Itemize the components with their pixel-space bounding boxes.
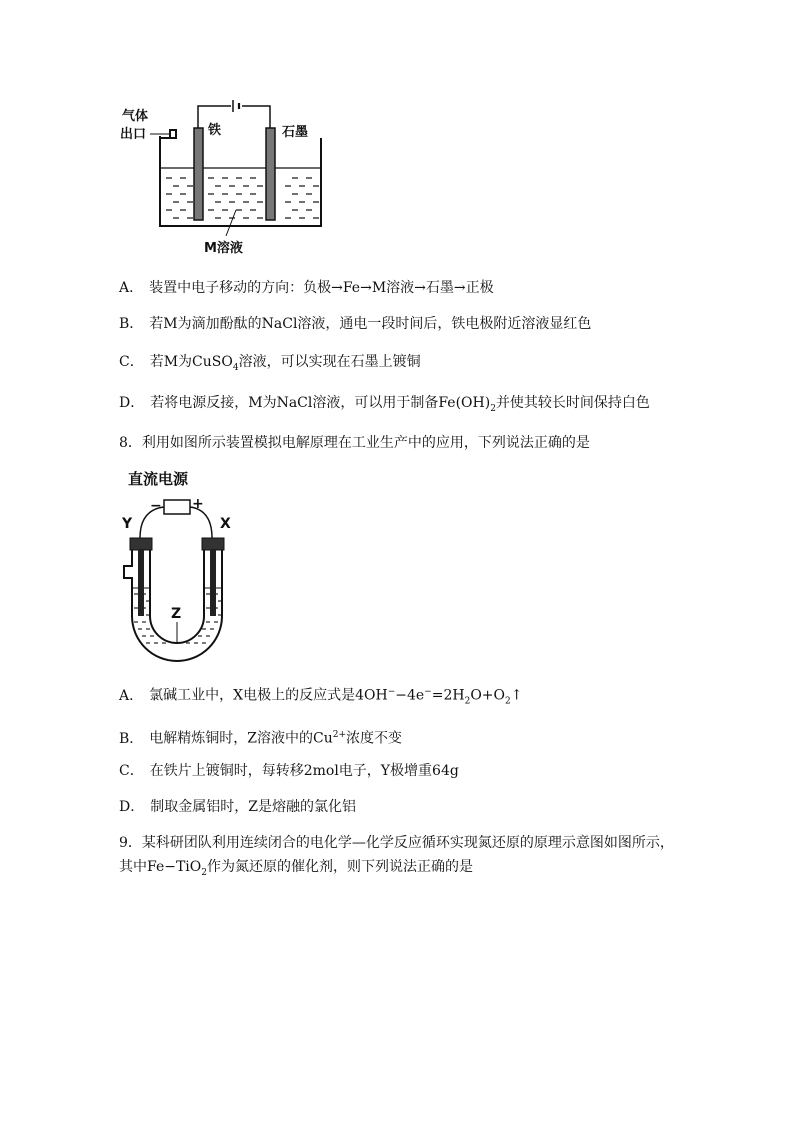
option-text: 若M为滴加酚酞的NaCl溶液，通电一段时间后，铁电极附近溶液显红色 <box>149 316 592 332</box>
option-text: 在铁片上镀铜时，每转移2mol电子，Y极增重64g <box>149 763 459 779</box>
q8-option-c <box>119 762 459 780</box>
subscript: 2 <box>201 867 207 878</box>
electrode-y <box>138 550 144 616</box>
q8-option-b <box>119 726 402 748</box>
u-tube-electrolysis-figure <box>118 466 238 662</box>
solution-z-label: Z <box>171 606 182 622</box>
option-text-cont: =2H <box>431 687 465 704</box>
option-letter: D． <box>119 395 145 411</box>
power-source-box <box>164 500 190 514</box>
gas-arrow: ↑ <box>510 687 523 704</box>
electrode-y-label: Y <box>122 516 133 532</box>
negative-terminal: − <box>150 498 162 514</box>
option-text: 制取金属铝时，Z是熔融的氯化铝 <box>150 799 356 815</box>
stem-text: 其中Fe−TiO <box>119 859 202 875</box>
subscript: 2 <box>505 696 511 707</box>
solution-pointer <box>226 210 236 236</box>
subscript: 2 <box>490 403 496 414</box>
option-letter: A． <box>119 280 144 296</box>
dc-power-label: 直流电源 <box>128 470 189 488</box>
solution-label: M溶液 <box>204 241 243 256</box>
graphite-electrode <box>266 128 275 220</box>
q7-option-a <box>119 279 494 297</box>
gas-outlet-label-2: 出口 <box>120 127 147 142</box>
option-text: 氯碱工业中，X电极上的反应式是4OH <box>149 687 388 704</box>
q8-option-d <box>119 798 356 816</box>
option-text-cont: −4e <box>395 687 425 704</box>
electrode-x-label: X <box>220 516 231 532</box>
option-letter: B． <box>119 316 144 332</box>
subscript: 2 <box>464 696 471 707</box>
stem-text-cont: 作为氮还原的催化剂，则下列说法正确的是 <box>207 859 473 875</box>
q7-option-d <box>119 394 650 418</box>
left-stopper <box>130 538 152 550</box>
solution-dashes <box>166 178 319 218</box>
graphite-label: 石墨 <box>282 125 309 140</box>
option-letter: B． <box>119 730 144 747</box>
option-text-cont: 浓度不变 <box>346 730 403 747</box>
positive-terminal: + <box>192 496 204 512</box>
option-text: 若M为CuSO <box>149 354 233 370</box>
superscript: 2+ <box>332 730 347 740</box>
option-letter: C． <box>119 763 144 779</box>
iron-label: 铁 <box>208 123 222 138</box>
q8-option-a <box>119 683 522 710</box>
option-text: 电解精炼铜时，Z溶液中的Cu <box>149 730 333 747</box>
q9-stem-line-1: 9．某科研团队利用连续闭合的电化学—化学反应循环实现氮还原的原理示意图如图所示， <box>119 835 674 851</box>
q9-stem-line-2 <box>119 858 473 882</box>
superscript: − <box>424 687 432 697</box>
option-letter: C． <box>119 354 144 370</box>
right-stopper <box>202 538 224 550</box>
option-text-cont: 并使其较长时间保持白色 <box>495 395 650 411</box>
option-text: 装置中电子移动的方向：负极→Fe→M溶液→石墨→正极 <box>149 280 494 296</box>
option-letter: D． <box>119 799 145 815</box>
option-text-cont: O+O <box>470 687 505 704</box>
iron-electrode <box>194 128 203 220</box>
option-letter: A． <box>119 687 144 704</box>
gas-outlet-label-1: 气体 <box>122 109 149 124</box>
superscript: − <box>387 687 396 697</box>
q7-option-c <box>119 353 421 377</box>
option-text: 若将电源反接，M为NaCl溶液，可以用于制备Fe(OH) <box>150 395 491 411</box>
q8-stem: 8．利用如图所示装置模拟电解原理在工业生产中的应用，下列说法正确的是 <box>119 435 590 451</box>
option-text-cont: 溶液，可以实现在石墨上镀铜 <box>238 354 421 370</box>
q7-option-b <box>119 315 591 333</box>
electrode-x <box>210 550 216 616</box>
electrolysis-cell-figure <box>118 98 333 260</box>
subscript: 4 <box>232 362 239 373</box>
